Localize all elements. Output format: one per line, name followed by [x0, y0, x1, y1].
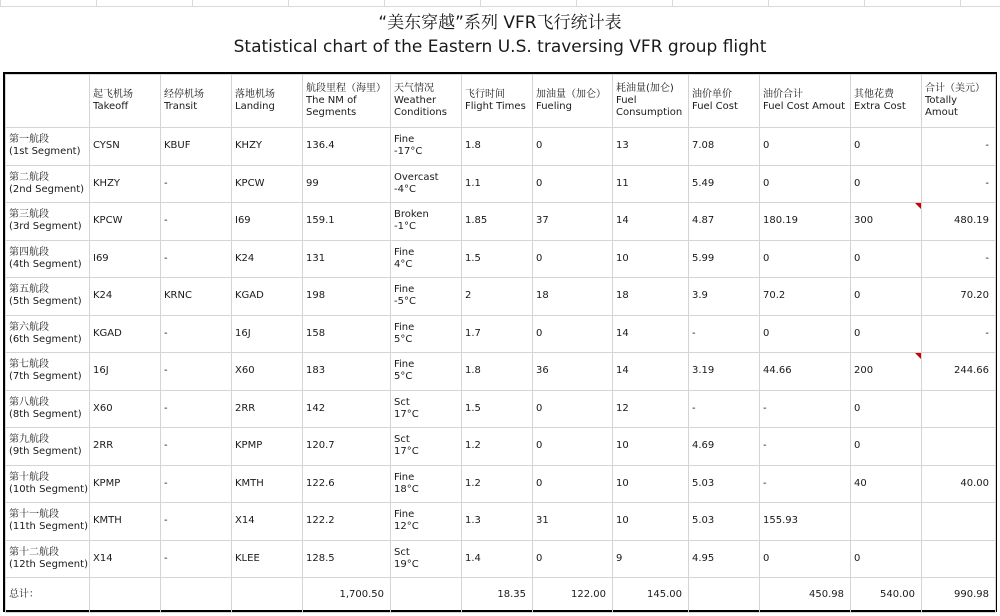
fuel-amount-cell[interactable]: 0: [760, 165, 851, 203]
takeoff-cell[interactable]: CYSN: [90, 128, 161, 166]
fuel-amount-cell[interactable]: 0: [760, 240, 851, 278]
table-row: [6, 540, 996, 578]
weather-condition: Fine: [394, 471, 415, 483]
segment-en-label: (2nd Segment): [9, 183, 85, 195]
header-en-label: Fueling: [536, 101, 572, 112]
header-cn-label: 耗油量(加仑): [616, 83, 674, 94]
price-cell[interactable]: 4.95: [689, 540, 760, 578]
transit-cell[interactable]: KRNC: [161, 278, 232, 316]
header-cn-label: 油价单价: [692, 89, 732, 100]
price-cell[interactable]: 3.19: [689, 353, 760, 391]
fueling-cell[interactable]: 0: [533, 128, 613, 166]
extra-cell[interactable]: 0: [851, 240, 922, 278]
weather-cell[interactable]: [391, 203, 462, 241]
weather-temperature: -5°C: [394, 296, 416, 308]
segment-cell[interactable]: [6, 428, 90, 466]
weather-temperature: 4°C: [394, 258, 413, 270]
consumption-cell[interactable]: 10: [613, 465, 689, 503]
takeoff-cell[interactable]: I69: [90, 240, 161, 278]
empty-total-cell[interactable]: [90, 578, 161, 613]
takeoff-cell[interactable]: KPCW: [90, 203, 161, 241]
total-cell[interactable]: [922, 540, 996, 578]
consumption-cell[interactable]: 13: [613, 128, 689, 166]
fueling-cell[interactable]: 0: [533, 240, 613, 278]
extra-cell[interactable]: 0: [851, 540, 922, 578]
weather-condition: Fine: [394, 134, 415, 146]
segment-en-label: (3rd Segment): [9, 221, 82, 233]
weather-cell[interactable]: [391, 165, 462, 203]
fuel-amount-cell[interactable]: -: [760, 465, 851, 503]
time-cell[interactable]: 2: [462, 278, 533, 316]
empty-total-cell[interactable]: [689, 578, 760, 613]
segment-cn-label: 第八航段: [9, 396, 49, 408]
table-row: [6, 503, 996, 541]
segment-en-label: (5th Segment): [9, 296, 82, 308]
consumption-cell[interactable]: 10: [613, 503, 689, 541]
header-cn-label: 落地机场: [235, 89, 275, 100]
segment-cell[interactable]: [6, 540, 90, 578]
takeoff-cell[interactable]: KHZY: [90, 165, 161, 203]
nm-cell[interactable]: 99: [303, 165, 391, 203]
takeoff-cell[interactable]: X14: [90, 540, 161, 578]
price-cell[interactable]: 5.03: [689, 465, 760, 503]
transit-cell[interactable]: -: [161, 390, 232, 428]
segment-cn-label: 第二航段: [9, 171, 49, 183]
extra-cell[interactable]: [851, 503, 922, 541]
transit-cell[interactable]: KBUF: [161, 128, 232, 166]
consumption-cell[interactable]: 14: [613, 203, 689, 241]
segment-cell[interactable]: [6, 203, 90, 241]
fuel-amount-cell[interactable]: -: [760, 428, 851, 466]
landing-cell[interactable]: KPMP: [232, 428, 303, 466]
landing-cell[interactable]: 16J: [232, 315, 303, 353]
price-cell[interactable]: 4.69: [689, 428, 760, 466]
header-cell[interactable]: [462, 75, 533, 128]
header-cn-label: 航段里程（海里）: [306, 83, 386, 94]
landing-cell[interactable]: X14: [232, 503, 303, 541]
fueling-cell[interactable]: 31: [533, 503, 613, 541]
weather-cell[interactable]: [391, 240, 462, 278]
empty-total-cell[interactable]: [391, 578, 462, 613]
header-en-label: The NM of Segments: [306, 95, 357, 118]
header-en-label: Extra Cost: [854, 101, 906, 112]
header-en-label: Fuel Consumption: [616, 95, 683, 118]
header-en-label: Fuel Cost: [692, 101, 738, 112]
total-cell[interactable]: -: [922, 240, 996, 278]
fueling-cell[interactable]: 18: [533, 278, 613, 316]
total-total-cell[interactable]: 990.98: [922, 578, 996, 613]
landing-cell[interactable]: KGAD: [232, 278, 303, 316]
weather-temperature: 18°C: [394, 483, 419, 495]
total-label-cell[interactable]: 总计：: [6, 578, 90, 613]
segment-en-label: (10th Segment): [9, 483, 88, 495]
nm-cell[interactable]: 131: [303, 240, 391, 278]
weather-condition: Sct: [394, 546, 410, 558]
fueling-cell[interactable]: 0: [533, 465, 613, 503]
nm-cell[interactable]: 183: [303, 353, 391, 391]
total-cell[interactable]: 70.20: [922, 278, 996, 316]
takeoff-cell[interactable]: 2RR: [90, 428, 161, 466]
segment-cell[interactable]: [6, 353, 90, 391]
header-cn-label: 油价合计: [763, 89, 803, 100]
title-block: [0, 12, 1000, 60]
time-cell[interactable]: 1.4: [462, 540, 533, 578]
weather-cell[interactable]: [391, 353, 462, 391]
weather-condition: Fine: [394, 509, 415, 521]
nm-cell[interactable]: 159.1: [303, 203, 391, 241]
fuel-amount-cell[interactable]: -: [760, 390, 851, 428]
header-cell[interactable]: [161, 75, 232, 128]
header-cell[interactable]: [6, 75, 90, 128]
segment-en-label: (7th Segment): [9, 371, 82, 383]
header-cell[interactable]: [391, 75, 462, 128]
header-row: [6, 75, 996, 128]
total-cell[interactable]: [922, 428, 996, 466]
nm-cell[interactable]: 128.5: [303, 540, 391, 578]
weather-cell[interactable]: [391, 503, 462, 541]
transit-cell[interactable]: -: [161, 240, 232, 278]
nm-cell[interactable]: 136.4: [303, 128, 391, 166]
transit-cell[interactable]: -: [161, 315, 232, 353]
extra-cell[interactable]: 300: [851, 203, 922, 241]
segment-en-label: (9th Segment): [9, 446, 82, 458]
weather-temperature: -4°C: [394, 183, 416, 195]
total-consumption-cell[interactable]: 145.00: [613, 578, 689, 613]
landing-cell[interactable]: K24: [232, 240, 303, 278]
fuel-amount-cell[interactable]: 180.19: [760, 203, 851, 241]
totals-row: [6, 578, 996, 613]
weather-temperature: 19°C: [394, 558, 419, 570]
weather-cell[interactable]: [391, 315, 462, 353]
header-cell[interactable]: [613, 75, 689, 128]
takeoff-cell[interactable]: KPMP: [90, 465, 161, 503]
segment-cell[interactable]: [6, 240, 90, 278]
weather-condition: Sct: [394, 434, 410, 446]
extra-cell[interactable]: 0: [851, 428, 922, 466]
price-cell[interactable]: 5.49: [689, 165, 760, 203]
total-cell[interactable]: -: [922, 128, 996, 166]
nm-cell[interactable]: 120.7: [303, 428, 391, 466]
weather-cell[interactable]: [391, 540, 462, 578]
weather-condition: Overcast: [394, 171, 439, 183]
weather-temperature: 12°C: [394, 521, 419, 533]
header-cell[interactable]: [760, 75, 851, 128]
takeoff-cell[interactable]: KMTH: [90, 503, 161, 541]
fueling-cell[interactable]: 0: [533, 315, 613, 353]
total-cell[interactable]: -: [922, 165, 996, 203]
weather-condition: Fine: [394, 321, 415, 333]
extra-cell[interactable]: 0: [851, 128, 922, 166]
segment-cell[interactable]: [6, 165, 90, 203]
segment-cell[interactable]: [6, 128, 90, 166]
nm-cell[interactable]: 198: [303, 278, 391, 316]
landing-cell[interactable]: I69: [232, 203, 303, 241]
table-row: [6, 465, 996, 503]
segment-en-label: (11th Segment): [9, 521, 88, 533]
time-cell[interactable]: 1.5: [462, 390, 533, 428]
price-cell[interactable]: 7.08: [689, 128, 760, 166]
fueling-cell[interactable]: 0: [533, 390, 613, 428]
weather-cell[interactable]: [391, 390, 462, 428]
consumption-cell[interactable]: 10: [613, 240, 689, 278]
landing-cell[interactable]: KMTH: [232, 465, 303, 503]
time-cell[interactable]: 1.7: [462, 315, 533, 353]
header-cell[interactable]: [90, 75, 161, 128]
header-en-label: Weather Conditions: [394, 95, 447, 118]
time-cell[interactable]: 1.2: [462, 465, 533, 503]
consumption-cell[interactable]: 14: [613, 315, 689, 353]
header-cn-label: 其他花费: [854, 89, 894, 100]
total-cell[interactable]: 40.00: [922, 465, 996, 503]
segment-cn-label: 第四航段: [9, 246, 49, 258]
takeoff-cell[interactable]: X60: [90, 390, 161, 428]
header-cn-label: 起飞机场: [93, 89, 133, 100]
price-cell[interactable]: 3.9: [689, 278, 760, 316]
fueling-cell[interactable]: 37: [533, 203, 613, 241]
segment-cn-label: 第九航段: [9, 434, 49, 446]
nm-cell[interactable]: 142: [303, 390, 391, 428]
fueling-cell[interactable]: 0: [533, 165, 613, 203]
header-cell[interactable]: [689, 75, 760, 128]
segment-cell[interactable]: [6, 465, 90, 503]
header-en-label: Fuel Cost Amout: [763, 101, 846, 112]
header-cell[interactable]: [922, 75, 996, 128]
landing-cell[interactable]: 2RR: [232, 390, 303, 428]
weather-cell[interactable]: [391, 428, 462, 466]
total-cell[interactable]: -: [922, 315, 996, 353]
spreadsheet-column-strip: [0, 0, 1000, 7]
segment-en-label: (4th Segment): [9, 258, 82, 270]
total-cell[interactable]: [922, 503, 996, 541]
total-extra-cell[interactable]: 540.00: [851, 578, 922, 613]
header-cn-label: 飞行时间: [465, 89, 505, 100]
weather-condition: Broken: [394, 209, 429, 221]
price-cell[interactable]: -: [689, 390, 760, 428]
extra-cell[interactable]: 0: [851, 315, 922, 353]
transit-cell[interactable]: -: [161, 165, 232, 203]
title-english: Statistical chart of the Eastern U.S. traversing VFR group flight: [233, 37, 767, 57]
table-row: [6, 128, 996, 166]
header-cn-label: 经停机场: [164, 89, 204, 100]
weather-temperature: 5°C: [394, 333, 413, 345]
segment-cell[interactable]: [6, 390, 90, 428]
header-cn-label: 天气情况: [394, 83, 434, 94]
price-cell[interactable]: 5.99: [689, 240, 760, 278]
empty-total-cell[interactable]: [232, 578, 303, 613]
header-cell[interactable]: [851, 75, 922, 128]
fuel-amount-cell[interactable]: 0: [760, 315, 851, 353]
segment-cell[interactable]: [6, 503, 90, 541]
segment-cn-label: 第一航段: [9, 134, 49, 146]
transit-cell[interactable]: -: [161, 353, 232, 391]
price-cell[interactable]: 4.87: [689, 203, 760, 241]
table-row: [6, 240, 996, 278]
header-en-label: Takeoff: [93, 101, 129, 112]
header-cn-label: 加油量（加仑）: [536, 89, 606, 100]
transit-cell[interactable]: -: [161, 465, 232, 503]
segment-en-label: (12th Segment): [9, 558, 88, 570]
header-en-label: Transit: [164, 101, 198, 112]
fuel-amount-cell[interactable]: 0: [760, 540, 851, 578]
weather-temperature: 17°C: [394, 446, 419, 458]
nm-cell[interactable]: 122.2: [303, 503, 391, 541]
transit-cell[interactable]: -: [161, 203, 232, 241]
price-cell[interactable]: 5.03: [689, 503, 760, 541]
weather-cell[interactable]: [391, 128, 462, 166]
header-cell[interactable]: [303, 75, 391, 128]
title-chinese: “美东穿越”系列 VFR飞行统计表: [378, 13, 622, 33]
header-cell[interactable]: [533, 75, 613, 128]
nm-cell[interactable]: 122.6: [303, 465, 391, 503]
empty-total-cell[interactable]: [161, 578, 232, 613]
total-time-cell[interactable]: 18.35: [462, 578, 533, 613]
weather-condition: Fine: [394, 284, 415, 296]
total-cell[interactable]: 480.19: [922, 203, 996, 241]
table-row: [6, 353, 996, 391]
segment-cn-label: 第三航段: [9, 209, 49, 221]
price-cell[interactable]: -: [689, 315, 760, 353]
header-en-label: Landing: [235, 101, 275, 112]
time-cell[interactable]: 1.8: [462, 353, 533, 391]
fuel-amount-cell[interactable]: 70.2: [760, 278, 851, 316]
takeoff-cell[interactable]: KGAD: [90, 315, 161, 353]
weather-temperature: 5°C: [394, 371, 413, 383]
consumption-cell[interactable]: 11: [613, 165, 689, 203]
extra-cell[interactable]: 0: [851, 278, 922, 316]
weather-condition: Fine: [394, 359, 415, 371]
time-cell[interactable]: 1.2: [462, 428, 533, 466]
segment-en-label: (1st Segment): [9, 146, 81, 158]
extra-cell[interactable]: 0: [851, 165, 922, 203]
transit-cell[interactable]: -: [161, 503, 232, 541]
fuel-amount-cell[interactable]: 44.66: [760, 353, 851, 391]
weather-cell[interactable]: [391, 278, 462, 316]
flight-table-frame: [3, 72, 997, 612]
fuel-amount-cell[interactable]: 155.93: [760, 503, 851, 541]
total-fueling-cell[interactable]: 122.00: [533, 578, 613, 613]
time-cell[interactable]: 1.1: [462, 165, 533, 203]
takeoff-cell[interactable]: K24: [90, 278, 161, 316]
total-cell[interactable]: 244.66: [922, 353, 996, 391]
time-cell[interactable]: 1.8: [462, 128, 533, 166]
consumption-cell[interactable]: 10: [613, 428, 689, 466]
segment-cell[interactable]: [6, 315, 90, 353]
weather-temperature: -17°C: [394, 146, 423, 158]
header-cn-label: 合计（美元）: [925, 83, 985, 94]
table-row: [6, 390, 996, 428]
table-row: [6, 315, 996, 353]
fueling-cell[interactable]: 0: [533, 540, 613, 578]
landing-cell[interactable]: KPCW: [232, 165, 303, 203]
landing-cell[interactable]: X60: [232, 353, 303, 391]
weather-condition: Sct: [394, 396, 410, 408]
weather-cell[interactable]: [391, 465, 462, 503]
consumption-cell[interactable]: 9: [613, 540, 689, 578]
weather-temperature: 17°C: [394, 408, 419, 420]
segment-cn-label: 第五航段: [9, 284, 49, 296]
weather-condition: Fine: [394, 246, 415, 258]
fuel-amount-cell[interactable]: 0: [760, 128, 851, 166]
total-fuel-amount-cell[interactable]: 450.98: [760, 578, 851, 613]
time-cell[interactable]: 1.3: [462, 503, 533, 541]
extra-cell[interactable]: 40: [851, 465, 922, 503]
transit-cell[interactable]: -: [161, 540, 232, 578]
fueling-cell[interactable]: 36: [533, 353, 613, 391]
segment-cn-label: 第七航段: [9, 359, 49, 371]
consumption-cell[interactable]: 14: [613, 353, 689, 391]
total-cell[interactable]: [922, 390, 996, 428]
consumption-cell[interactable]: 12: [613, 390, 689, 428]
segment-cn-label: 第十一航段: [9, 509, 59, 521]
nm-cell[interactable]: 158: [303, 315, 391, 353]
extra-cell[interactable]: 0: [851, 390, 922, 428]
takeoff-cell[interactable]: 16J: [90, 353, 161, 391]
table-row: [6, 278, 996, 316]
landing-cell[interactable]: KHZY: [232, 128, 303, 166]
header-cell[interactable]: [232, 75, 303, 128]
extra-cell[interactable]: 200: [851, 353, 922, 391]
weather-temperature: -1°C: [394, 221, 416, 233]
segment-en-label: (6th Segment): [9, 333, 82, 345]
fueling-cell[interactable]: 0: [533, 428, 613, 466]
transit-cell[interactable]: -: [161, 428, 232, 466]
time-cell[interactable]: 1.85: [462, 203, 533, 241]
landing-cell[interactable]: KLEE: [232, 540, 303, 578]
total-nm-cell[interactable]: 1,700.50: [303, 578, 391, 613]
flight-statistics-table: [5, 74, 996, 613]
header-en-label: Totally Amout: [925, 95, 958, 118]
consumption-cell[interactable]: 18: [613, 278, 689, 316]
table-row: [6, 428, 996, 466]
header-en-label: Flight Times: [465, 101, 526, 112]
table-row: [6, 165, 996, 203]
segment-cn-label: 第十航段: [9, 471, 49, 483]
segment-cn-label: 第十二航段: [9, 546, 59, 558]
table-row: [6, 203, 996, 241]
segment-en-label: (8th Segment): [9, 408, 82, 420]
segment-cn-label: 第六航段: [9, 321, 49, 333]
segment-cell[interactable]: [6, 278, 90, 316]
time-cell[interactable]: 1.5: [462, 240, 533, 278]
